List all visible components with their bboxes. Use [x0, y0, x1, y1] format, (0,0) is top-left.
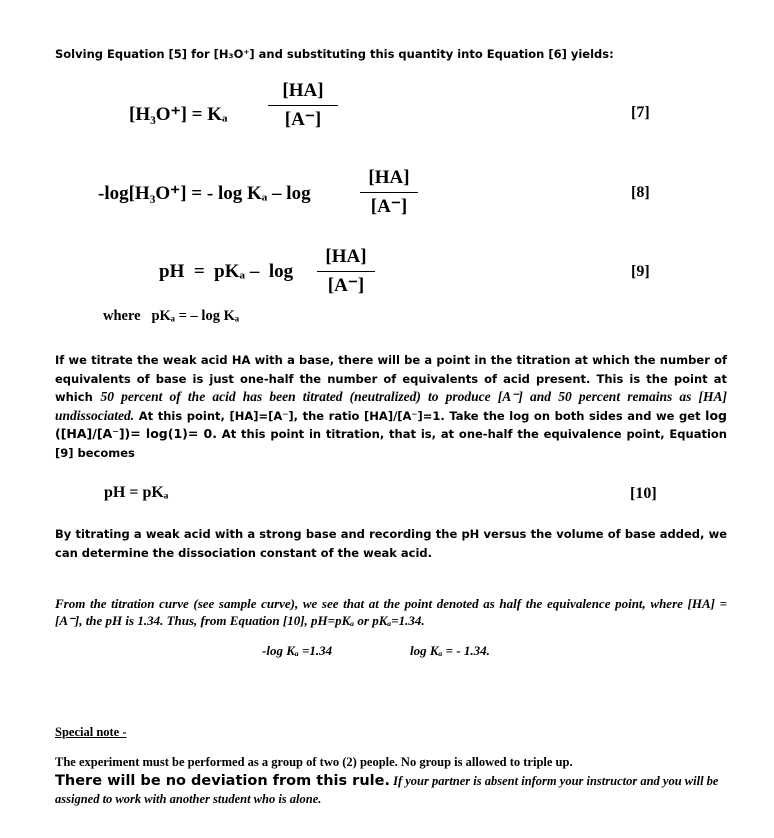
fraction-bar	[317, 271, 375, 272]
eq10-label: [10]	[630, 485, 657, 502]
eq8-lhs: -log[H₃O⁺] = - log Kₐ – log	[98, 183, 311, 204]
fraction-bar	[268, 105, 338, 106]
eq8-fraction	[360, 167, 418, 218]
eq8-numerator: [HA]	[368, 167, 410, 188]
where-line: where pKₐ = – log Kₐ	[103, 308, 240, 324]
para1-part2: At this point, [HA]=[A⁻], the ratio [HA]/[A⁻]=1. Take the log on both sides and we get	[134, 408, 706, 423]
eq7-label: [7]	[631, 104, 650, 121]
special-note-rule	[55, 772, 735, 808]
para1-italic: 50 percent of the acid has been titrated (neutralized) to produce [A⁻] and 50 percent remains as [HA] undissociated.	[55, 389, 727, 423]
paragraph-titration: By titrating a weak acid with a strong base and recording the pH versus the volume of base added, we can determine the dissociation constant of the weak acid.	[55, 527, 727, 560]
result-log-ka: log Kₐ = - 1.34.	[410, 643, 490, 658]
eq8-denominator: [A⁻]	[370, 196, 408, 217]
intro-text: Solving Equation [5] for [H₃O⁺] and substituting this quantity into Equation [6] yields:	[55, 47, 614, 61]
paragraph-half-equivalence	[55, 351, 727, 462]
eq9-lhs: pH = pKₐ – log	[159, 261, 294, 282]
special-note-line1: The experiment must be performed as a group of two (2) people. No group is allowed to triple up.	[55, 755, 573, 769]
para1-part3: At this point in titration, that is, at one-half the equivalence point, Equation [9] becomes	[55, 427, 727, 460]
eq7-numerator: [HA]	[282, 80, 324, 101]
special-note-italic: If your partner is absent inform your instructor and you will be assigned to work with another student who is alone.	[55, 774, 719, 806]
eq7-lhs: [H₃O⁺] = Kₐ	[129, 104, 228, 125]
eq9-denominator: [A⁻]	[327, 275, 365, 296]
eq7-denominator: [A⁻]	[284, 109, 322, 130]
paragraph-titration-curve: From the titration curve (see sample curve), we see that at the point denoted as half the equivalence point, where [HA] = [A⁻], the pH is 1.34. Thus, from Equation [10], pH=pKₐ or pKₐ=1.34.	[55, 596, 727, 628]
eq8-label: [8]	[631, 184, 650, 201]
special-note-title: Special note -	[55, 725, 127, 739]
result-neg-log-ka: -log Kₐ =1.34	[262, 643, 333, 658]
eq10-lhs: pH = pKₐ	[104, 484, 169, 501]
para1-part1: If we titrate the weak acid HA with a base, there will be a point in the titration at which the number of equivalents of base is just one-half the number of equivalents of acid present. This is the point at which	[55, 353, 727, 404]
special-note-bold: There will be no deviation from this rule.	[55, 773, 390, 789]
para1-bold-log: log ([HA]/[A⁻])= log(1)= 0.	[55, 407, 727, 441]
fraction-bar	[360, 192, 418, 193]
eq9-numerator: [HA]	[325, 246, 367, 267]
eq9-fraction	[317, 246, 375, 297]
eq7-fraction	[268, 80, 338, 131]
eq9-label: [9]	[631, 263, 650, 280]
